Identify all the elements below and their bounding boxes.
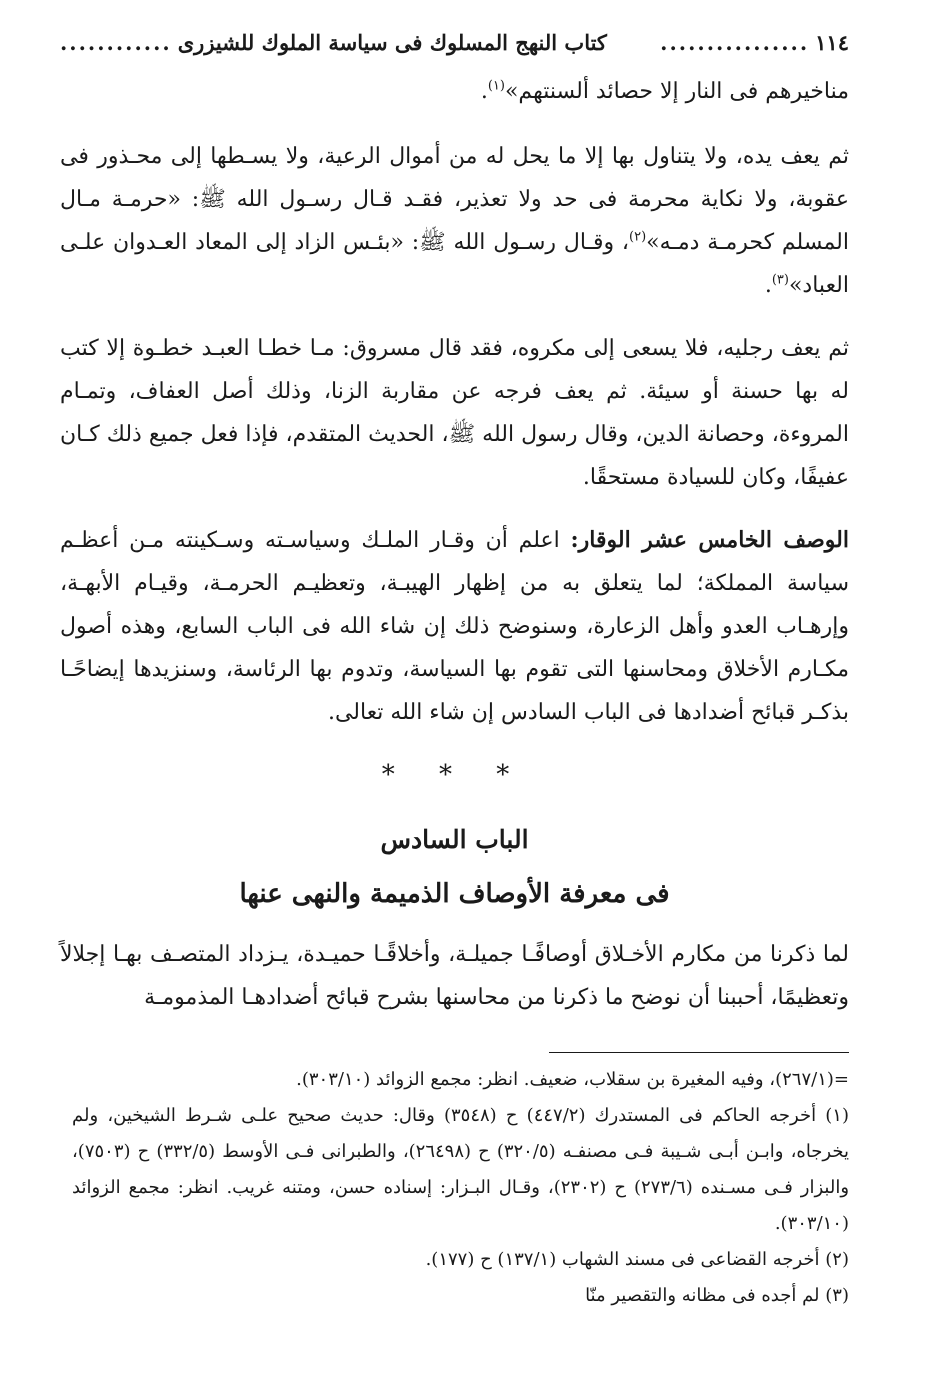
running-header	[60, 30, 849, 70]
page	[60, 30, 849, 1039]
footnote-continuation: =(٢٦٧/١)، وفيه المغيرة بن سقلاب، ضعيف. انظر: مجمع الزوائد (٣٠٣/١٠).	[296, 1069, 849, 1090]
footnote-ref-1: (١)	[487, 78, 505, 94]
footnote-2: (٢) أخرجه القضاعى فى مسند الشهاب (١٣٧/١) ح (١٧٧).	[425, 1249, 849, 1270]
paragraph-dignity-text: اعلم أن وقـار الملـك وسياسـته وسـكينته مـن أعظـم سياسة المملكة؛ لما يتعلق به من إظهار الهيبـة، وتعظيـم الحرمـة، وقيـام الأبهـة، وإرهـاب العدو وأهل الزعارة، وسنوضح ذلك إن شاء الله فى الباب السابع، وهذه أصول مكـارم الأخلاق ومحاسنها التى تقوم بها السياسة، وتدوم بها الرئاسة، وسنزيدها إيضاحًـا بذكـر قبائح أضدادها فى الباب السادس إن شاء الله تعالى.	[60, 528, 849, 725]
section-lead-heading: الوصف الخامس عشر الوقار:	[570, 527, 849, 553]
header-dots: ............	[60, 30, 172, 55]
header-dots-left: ................	[660, 30, 810, 55]
footnote-ref-3: (٣)	[771, 272, 789, 288]
section-separator: * * *	[381, 760, 528, 790]
header-number-group	[660, 30, 849, 55]
footnote-3: (٣) لم أجده فى مظانه والتقصير منّا	[585, 1285, 849, 1306]
paragraph-continuation	[60, 70, 849, 113]
running-title: كتاب النهج المسلوك فى سياسة الملوك للشيزرى	[177, 30, 607, 55]
chapter-title: الباب السادس	[380, 825, 529, 854]
paragraph-0-text: مناخيرهم فى النار إلا حصائد ألسنتهم»	[504, 79, 849, 104]
paragraph-hand-virtue	[60, 135, 849, 307]
footnotes	[72, 1062, 849, 1314]
paragraph-1-text-b: ، وقـال رسـول الله ﷺ: «بئـس الزاد إلى المعاد العـدوان علـى العباد»	[60, 230, 849, 298]
footnote-1: (١) أخرجه الحاكم فى المستدرك (٤٤٧/٢) ح (٣٥٤٨) وقال: حديث صحيح علـى شـرط الشيخين، ولم يخرجاه، وابـن أبـى شـيبة فـى مصنفـه (٣٢٠/٥) ح (٢٦٤٩٨)، والطبرانى فـى الأوسط (٣٣٢/٥) ح (٧٥٠٣)، والبزار فـى مسـنده (٢٧٣/٦) ح (٢٣٠٢)، وقـال البـزار: إسناده حسن، ومتنه غريب. انظر: مجمع الزوائد (٣٠٣/١٠).	[72, 1105, 850, 1234]
chapter-subtitle: فى معرفة الأوصاف الذميمة والنهى عنها	[239, 879, 670, 909]
page-number: ١١٤	[815, 30, 849, 55]
paragraph-chapter-intro: لما ذكرنا من مكارم الأخـلاق أوصافًـا جميلـة، وأخلاقًـا حميـدة، يـزداد المتصـف بهـا إجلالاً وتعظيمًا، أحببنا أن نوضح ما ذكرنا من محاسنها بشرح قبائح أضدادهـا المذمومـة	[60, 942, 849, 1010]
header-title-group	[60, 30, 607, 55]
paragraph-0-end: .	[480, 79, 488, 104]
paragraph-1-text-a: ثم يعف يده، ولا يتناول بها إلا ما يحل له من أموال الرعية، ولا يسـطها إلى محـذور فى عقوبة، ولا نكاية محرمة فى حد ولا تعذير، فقـد قـال رسـول الله ﷺ: «حرمـة مـال المسلم كحرمـة دمـه»	[60, 144, 849, 255]
footnote-divider	[549, 1052, 849, 1053]
paragraph-1-end: .	[764, 273, 772, 298]
main-text	[60, 70, 849, 1019]
paragraph-dignity	[60, 519, 849, 734]
footnote-ref-2: (٢)	[629, 229, 647, 245]
paragraph-feet-virtue: ثم يعف رجليه، فلا يسعى إلى مكروه، فقد قال مسروق: مـا خطـا العبـد خطـوة إلا كتب له بها حسنة أو سيئة. ثم يعف فرجه عن مقاربة الزنا، وذلك أصل العفاف، وتمـام المروءة، وحصانة الدين، وقال رسول الله ﷺ، الحديث المتقدم، فإذا فعل جميع ذلك كـان عفيفًا، وكان للسيادة مستحقًا.	[60, 336, 849, 490]
